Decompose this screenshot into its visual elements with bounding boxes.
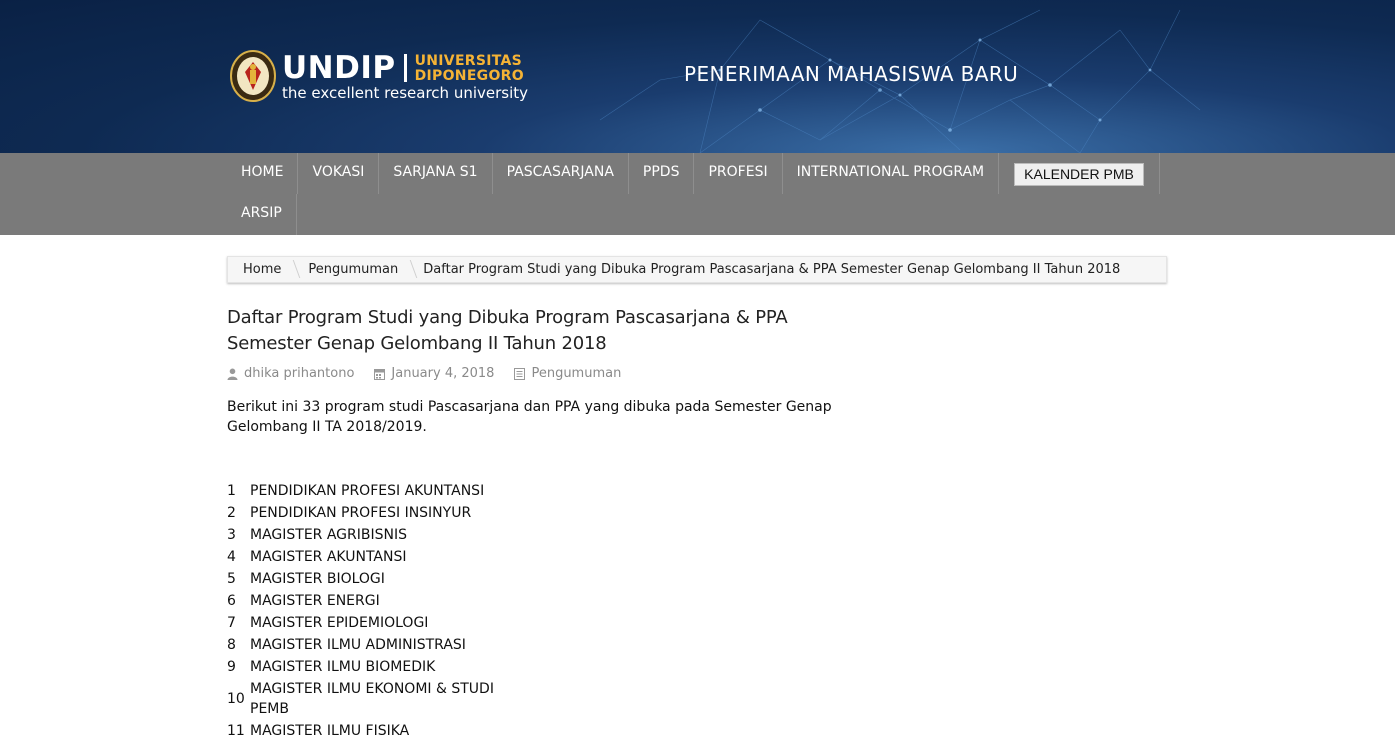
brand-name: UNDIP [282, 50, 396, 86]
program-name: MAGISTER ILMU FISIKA [250, 723, 410, 739]
program-name: MAGISTER AKUNTANSI [250, 549, 407, 565]
list-item [227, 503, 1167, 523]
nav-item-pascasarjana[interactable]: PASCASARJANA [493, 153, 629, 194]
nav-item-vokasi[interactable]: VOKASI [298, 153, 379, 194]
program-number: 7 [227, 615, 236, 631]
university-line-2: DIPONEGORO [414, 68, 524, 84]
post-author[interactable] [227, 366, 354, 381]
program-number: 8 [227, 637, 236, 653]
brand-tagline: the excellent research university [282, 84, 529, 102]
post-intro: Berikut ini 33 program studi Pascasarjana dan PPA yang dibuka pada Semester Genap Gelombang II TA 2018/2019. [227, 399, 832, 435]
user-icon [227, 368, 238, 380]
brand-divider [404, 54, 407, 82]
program-number: 10 [227, 691, 245, 707]
nav-item-kalender [999, 153, 1160, 194]
post-author-name: dhika prihantono [244, 366, 355, 381]
list-item [227, 569, 1167, 589]
breadcrumb [227, 256, 1167, 283]
calendar-icon [374, 368, 385, 380]
breadcrumb-current: Daftar Program Studi yang Dibuka Program Pascasarjana & PPA Semester Genap Gelombang II Tahun 2018 [423, 262, 1121, 277]
list-icon [514, 368, 525, 380]
list-item [227, 547, 1167, 567]
nav-item-arsip[interactable]: ARSIP [227, 194, 297, 235]
post-date-text: January 4, 2018 [391, 366, 495, 381]
program-name: MAGISTER EPIDEMIOLOGI [250, 615, 429, 631]
list-item [227, 721, 1167, 741]
list-item [227, 481, 1167, 501]
program-number: 4 [227, 549, 236, 565]
list-item [227, 613, 1167, 633]
post-title: Daftar Program Studi yang Dibuka Program Pascasarjana & PPA Semester Genap Gelombang II Tahun 2018 [227, 307, 788, 354]
list-item [227, 591, 1167, 611]
program-list [227, 481, 1167, 741]
breadcrumb-home[interactable]: Home [228, 262, 293, 277]
nav-item-sarjana-s1[interactable]: SARJANA S1 [379, 153, 492, 194]
nav-item-profesi[interactable]: PROFESI [694, 153, 782, 194]
nav-item-international-program[interactable]: INTERNATIONAL PROGRAM [783, 153, 1000, 194]
program-name: MAGISTER ENERGI [250, 593, 380, 609]
program-number: 3 [227, 527, 236, 543]
nav-item-ppds[interactable]: PPDS [629, 153, 695, 194]
program-number: 9 [227, 659, 236, 675]
post-category-name: Pengumuman [531, 366, 622, 381]
site-header [0, 0, 1395, 153]
post-meta [227, 366, 1167, 381]
program-number: 5 [227, 571, 236, 587]
post-date [374, 366, 494, 381]
list-item [227, 679, 1167, 719]
program-number: 11 [227, 723, 245, 739]
nav-row-1 [227, 153, 1167, 194]
program-name: MAGISTER BIOLOGI [250, 571, 385, 587]
main-navigation [0, 153, 1395, 235]
program-name: MAGISTER AGRIBISNIS [250, 527, 407, 543]
program-number: 1 [227, 483, 236, 499]
university-line-1: UNIVERSITAS [414, 53, 523, 69]
program-name: MAGISTER ILMU BIOMEDIK [250, 659, 436, 675]
site-title: PENERIMAAN MAHASISWA BARU [684, 62, 1019, 86]
list-item [227, 525, 1167, 545]
breadcrumb-pengumuman[interactable]: Pengumuman [293, 262, 410, 277]
program-name: MAGISTER ILMU EKONOMI & STUDI PEMB [250, 681, 494, 717]
program-name: MAGISTER ILMU ADMINISTRASI [250, 637, 466, 653]
list-item [227, 635, 1167, 655]
nav-row-2 [227, 194, 1167, 235]
program-number: 6 [227, 593, 236, 609]
program-number: 2 [227, 505, 236, 521]
kalender-pmb-button[interactable]: KALENDER PMB [1014, 163, 1144, 186]
program-name: PENDIDIKAN PROFESI AKUNTANSI [250, 483, 485, 499]
post-category[interactable] [514, 366, 621, 381]
university-name [415, 54, 524, 84]
nav-item-home[interactable]: HOME [227, 153, 298, 194]
main-content [227, 256, 1167, 741]
program-name: PENDIDIKAN PROFESI INSINYUR [250, 505, 472, 521]
list-item [227, 657, 1167, 677]
undip-seal-icon [230, 50, 276, 102]
